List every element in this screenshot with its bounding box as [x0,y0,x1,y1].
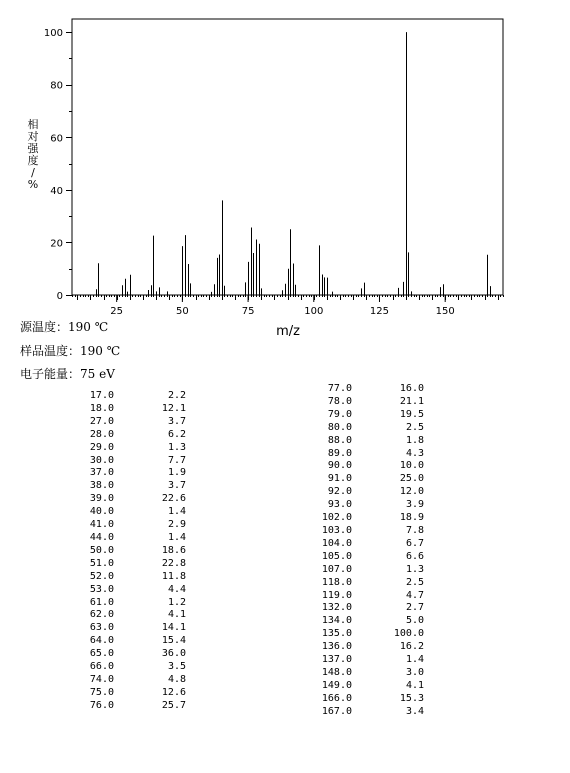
peak-mz: 64.0 [89,635,114,647]
source-temperature-label: 源温度： [20,320,69,334]
peak-mz: 52.0 [89,570,114,582]
sample-temperature-value: 190 ℃ [80,344,121,358]
peak-mz: 30.0 [89,454,114,466]
peak-mz: 118.0 [321,576,352,588]
peak-abundance: 3.4 [405,705,424,717]
peak-abundance: 6.2 [167,428,186,440]
peak-row [66,687,186,700]
peak-abundance: 2.5 [405,576,424,588]
peak-abundance: 2.2 [167,390,186,401]
x-tick-label: 25 [110,306,124,317]
peak-mz: 38.0 [89,480,114,492]
peak-abundance: 7.8 [405,524,424,536]
peak-abundance: 100.0 [393,628,424,640]
peak-row [66,622,186,635]
source-temperature [20,318,108,335]
peak-mz: 61.0 [89,596,114,608]
peak-row [304,435,424,448]
peak-mz: 104.0 [321,537,352,549]
peak-mz: 135.0 [321,628,352,640]
peak-abundance: 12.0 [399,486,424,498]
peak-abundance: 1.9 [167,467,186,479]
peak-row [66,609,186,622]
peak-row [304,525,424,538]
peak-abundance: 1.4 [167,506,186,518]
peak-abundance: 1.3 [405,563,424,575]
peak-abundance: 2.7 [405,602,424,614]
peak-row [66,558,186,571]
peak-abundance: 4.8 [167,673,186,685]
peak-mz: 80.0 [327,421,352,433]
peak-mz: 107.0 [321,563,352,575]
x-tick-label: 50 [176,306,189,317]
peak-row [66,584,186,597]
peak-abundance: 2.9 [167,519,186,531]
peak-row [66,506,186,519]
peak-row [304,680,424,693]
y-tick-label: 20 [50,238,63,250]
peak-mz: 39.0 [89,493,114,505]
peak-row [304,448,424,461]
peak-row [304,409,424,422]
peak-row [66,635,186,648]
peak-abundance: 3.0 [405,666,424,678]
peak-row [304,667,424,680]
peak-mz: 28.0 [89,428,114,440]
peak-mz: 18.0 [89,402,114,414]
peak-abundance: 21.1 [399,395,424,407]
peak-abundance: 12.6 [161,686,186,698]
peak-abundance: 4.7 [405,589,424,601]
peak-abundance: 25.7 [161,699,186,711]
peak-row [66,390,186,403]
peak-row [66,429,186,442]
peak-abundance: 11.8 [161,570,186,582]
x-tick-label: 75 [241,306,255,317]
peak-abundance: 6.6 [405,550,424,562]
peak-abundance: 2.5 [405,421,424,433]
peak-mz: 134.0 [321,615,352,627]
peak-abundance: 1.4 [405,654,424,666]
peak-row [66,467,186,480]
peak-row [304,473,424,486]
peak-row [66,545,186,558]
peak-abundance: 3.9 [405,499,424,511]
peak-row [304,564,424,577]
peak-mz: 89.0 [327,447,352,459]
y-axis-label-char: 度 [27,154,39,167]
peak-mz: 79.0 [327,408,352,420]
peak-mz: 93.0 [327,499,352,511]
electron-energy [20,365,115,382]
peak-abundance: 16.0 [399,383,424,394]
peak-mz: 148.0 [321,666,352,678]
peak-row [304,422,424,435]
peak-abundance: 1.4 [167,531,186,543]
peak-row [66,597,186,610]
peak-row [304,706,424,719]
sample-temperature [20,342,120,359]
y-axis-label-char: 对 [27,130,39,143]
x-tick-label: 150 [435,306,455,317]
peak-row [304,628,424,641]
peak-row [304,654,424,667]
peak-abundance: 7.7 [167,454,186,466]
peak-abundance: 18.6 [161,544,186,556]
peak-abundance: 1.8 [405,434,424,446]
peak-row [66,571,186,584]
peak-mz: 77.0 [327,383,352,394]
peak-mz: 132.0 [321,602,352,614]
peak-mz: 51.0 [89,557,114,569]
peak-row [304,641,424,654]
peak-mz: 103.0 [321,524,352,536]
peak-mz: 17.0 [89,390,114,401]
peak-abundance: 3.7 [167,480,186,492]
peak-mz: 105.0 [321,550,352,562]
peak-abundance: 16.2 [399,641,424,653]
peak-abundance: 4.1 [405,679,424,691]
x-axis-label: m/z [276,324,300,339]
peak-abundance: 4.1 [167,609,186,621]
peak-abundance: 15.3 [399,692,424,704]
plot-frame-layer [72,19,503,295]
x-tick-label: 100 [304,306,324,317]
peak-row [304,602,424,615]
peak-abundance: 1.2 [167,596,186,608]
peak-mz: 149.0 [321,679,352,691]
peak-mz: 88.0 [327,434,352,446]
peak-table-left [66,390,186,713]
x-tick-label: 125 [369,306,390,317]
peak-mz: 166.0 [321,692,352,704]
peak-abundance: 1.3 [167,441,186,453]
peak-abundance: 12.1 [161,402,186,414]
peak-mz: 44.0 [89,531,114,543]
peak-mz: 90.0 [327,460,352,472]
peak-row [304,512,424,525]
peak-abundance: 22.6 [161,493,186,505]
peak-row [304,551,424,564]
plot-frame [72,19,503,295]
peak-row [66,480,186,493]
peak-mz: 137.0 [321,654,352,666]
peak-row [66,442,186,455]
peak-mz: 40.0 [89,506,114,518]
peak-row [66,648,186,661]
peak-row [66,519,186,532]
y-axis-label-char: / [31,166,35,179]
source-temperature-value: 190 ℃ [68,320,109,334]
sample-temperature-label: 样品温度： [20,344,81,358]
y-axis-label-char: 强 [27,142,39,155]
peak-mz: 41.0 [89,519,114,531]
peak-abundance: 19.5 [399,408,424,420]
peak-row [304,577,424,590]
peak-mz: 66.0 [89,661,114,673]
peak-table-right [304,383,424,719]
peak-mz: 75.0 [89,686,114,698]
peak-row [304,460,424,473]
peak-abundance: 22.8 [161,557,186,569]
peak-abundance: 18.9 [399,512,424,524]
y-axis-label-char: 相 [27,118,39,131]
peak-row [66,403,186,416]
peak-abundance: 3.5 [167,661,186,673]
peak-abundance: 14.1 [161,622,186,634]
peak-abundance: 10.0 [399,460,424,472]
electron-energy-value: 75 eV [80,367,115,381]
peak-abundance: 36.0 [161,648,186,660]
peak-row [66,455,186,468]
mass-spectrum-chart [0,0,570,345]
y-axis-label-char: % [27,178,39,191]
peak-abundance: 25.0 [399,473,424,485]
ticks-layer [44,28,504,317]
y-tick-label: 0 [56,291,63,302]
y-tick-label: 80 [50,80,63,92]
peak-mz: 119.0 [321,589,352,601]
electron-energy-label: 电子能量： [20,367,81,381]
peak-mz: 65.0 [89,648,114,660]
peak-row [66,416,186,429]
peak-abundance: 5.0 [405,615,424,627]
peak-row [304,499,424,512]
peak-row [304,396,424,409]
peak-mz: 37.0 [89,467,114,479]
peak-abundance: 15.4 [161,635,186,647]
peak-bars-layer [97,32,491,295]
peak-row [66,700,186,713]
peak-mz: 63.0 [89,622,114,634]
peak-mz: 91.0 [327,473,352,485]
peak-mz: 62.0 [89,609,114,621]
peak-row [66,661,186,674]
y-tick-label: 100 [43,28,63,40]
peak-abundance: 6.7 [405,537,424,549]
y-axis-label [28,117,40,191]
peak-abundance: 4.3 [405,447,424,459]
peak-row [66,532,186,545]
peak-mz: 76.0 [89,699,114,711]
peak-mz: 78.0 [327,395,352,407]
y-tick-label: 60 [50,133,63,145]
y-tick-label: 40 [50,185,63,197]
peak-mz: 74.0 [89,673,114,685]
peak-row [304,693,424,706]
peak-mz: 136.0 [321,641,352,653]
peak-row [66,674,186,687]
peak-mz: 50.0 [89,544,114,556]
peak-row [304,383,424,396]
peak-row [304,538,424,551]
peak-mz: 53.0 [89,583,114,595]
peak-row [304,615,424,628]
peak-abundance: 3.7 [167,415,186,427]
peak-mz: 92.0 [327,486,352,498]
peak-mz: 102.0 [321,512,352,524]
peak-mz: 27.0 [89,415,114,427]
peak-row [66,493,186,506]
peak-abundance: 4.4 [167,583,186,595]
peak-row [304,486,424,499]
peak-row [304,590,424,603]
peak-mz: 167.0 [321,705,352,717]
peak-mz: 29.0 [89,441,114,453]
